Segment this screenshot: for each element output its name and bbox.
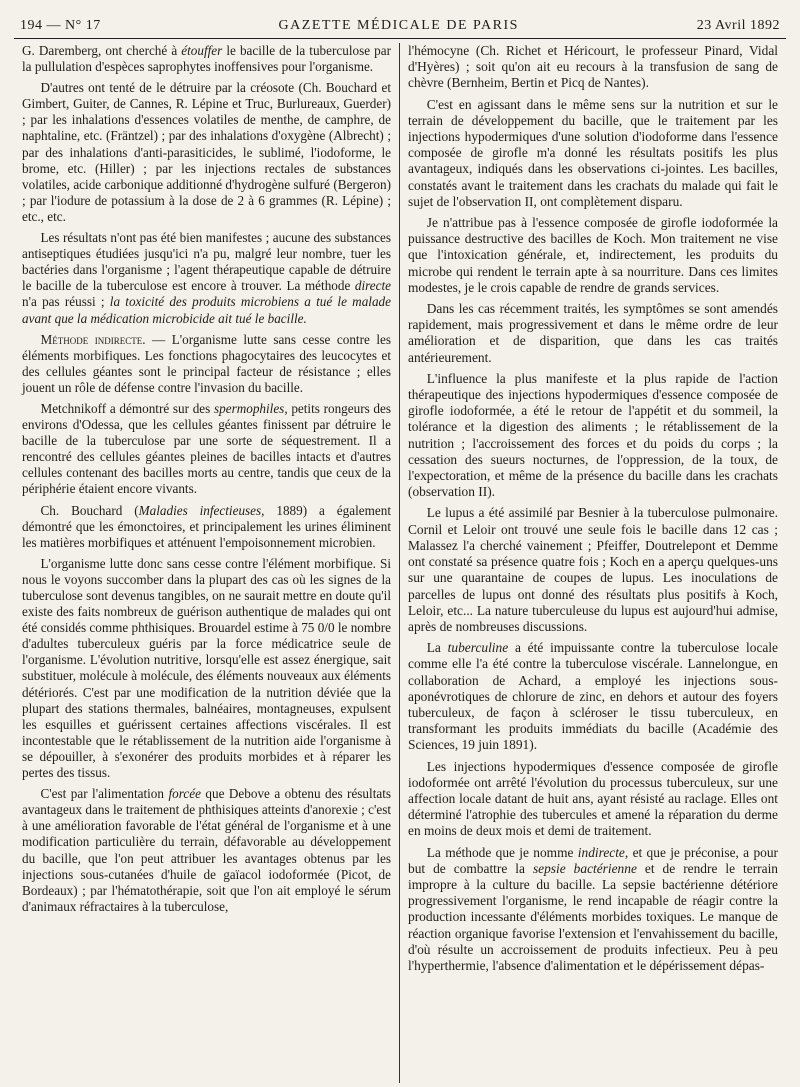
paragraph: [22, 556, 391, 781]
text-run: a été impuissante contre la tuberculose locale comme elle l'a été contre la tuberculose viscérale. Lannelongue, en collaboration de Achard, a employé les injections sous-aponévrotiques de chlorure de zinc, en dehors et autour des foyers tuberculeux, de façon à scléroser le tissu tuberculeux, en transformant les produits immédiats du bacille (Académie des Sciences, 19 juin 1891).: [408, 640, 778, 753]
text-run: Ch. Bouchard (: [40, 502, 139, 518]
paragraph: [408, 215, 778, 296]
italic-text: spermophiles: [213, 400, 285, 416]
paragraph: [408, 301, 778, 366]
text-columns: [14, 43, 786, 1083]
paragraph: [22, 80, 391, 225]
right-column: [400, 43, 786, 1083]
text-run: L'influence la plus manifeste et la plus rapide de l'action thérapeutique des injections hypodermiques d'essence composée de girofle iodoformée, a été le retour de l'appétit et du sommeil, la tolérance et la digestion des aliments ; le rétablissement de la nutrition ; l'accroissement des forces et du poids du corps ; la cessation des sueurs nocturnes, de l'oppression, de la toux, de l'expectoration, et même de la présence du bacille dans les crachats (observation II).: [408, 370, 778, 500]
paragraph: [22, 230, 391, 327]
text-run: Les injections hypodermiques d'essence composée de girofle iodoformée ont arrêté l'évolution du processus tuberculeux, sur une affection locale datant de huit ans, ayant résisté au raclage. Elles ont déterminé l'atrophie des tubercules et amené la réparation du derme en moins de deux mois et demi de traitement.: [408, 758, 778, 839]
text-run: Je n'attribue pas à l'essence composée de girofle iodoformée la puissance destructive des bacilles de Koch. Mon traitement ne vise que l'intoxication générale, et, indirectement, les produits du microbe qui rendent le terrain apte à sa nourriture. Dans ces limites modestes, je le crois capable de rendre de grands services.: [408, 215, 778, 295]
issue-date: 23 Avril 1892: [696, 18, 780, 33]
text-run: Les résultats n'ont pas été bien manifestes ; aucune des substances antiseptiques étudiées jusqu'ici n'a pu, malgré leur nombre, tuer les bactéries dans l'organisme ; l'agent thérapeutique capable de détruire le bacille de la tuberculose est encore à trouver. La méthode: [22, 230, 391, 294]
text-run: , petits rongeurs des environs d'Odessa, que les cellules géantes finissent par détruire le bacille de la tuberculose par une sorte de séquestrement. Il a rencontré des cellules géantes pleines de bacilles intacts et d'autres cellules contenant des bacilles morts au centre, tandis que ceux de la périphérie étaient encore vivants.: [22, 400, 392, 497]
paragraph: [408, 43, 778, 92]
text-run: l'hémocyne (Ch. Richet et Héricourt, le professeur Pinard, Vidal d'Hyères) ; soit qu'on ait eu recours à la transfusion de sang de chèvre (Bernheim, Bertin et Picq de Nantes).: [408, 43, 778, 91]
paragraph: [408, 371, 778, 501]
italic-text: tuberculine: [447, 640, 509, 656]
text-run: Méthode indirecte.: [40, 331, 146, 347]
paragraph: [408, 97, 778, 210]
text-run: C'est en agissant dans le même sens sur la nutrition et sur le terrain de développement du bacille, que le traitement par les injections hypodermiques d'une solution d'iodoforme dans l'essence composée de girofle m'a donné les résultats positifs les plus avantageux, indiqués dans les observations ci-jointes. Les bacilles, constatés avant le traitement dans les crachats du malade qui fait le sujet de l'observation II, ont complètement disparu.: [408, 96, 778, 209]
paragraph: [22, 503, 391, 551]
text-run: D'autres ont tenté de le détruire par la créosote (Ch. Bouchard et Gimbert, Guiter, de Cannes, R. Lépine et Truc, Burlureaux, Guerder) ; par les inhalations d'essences volatiles de menthe, de camphre, de naphtaline, etc. (Fräntzel) ; par des inhalations d'oxygène (Albrecht) ; par des inhalations d'anti-parasiticides, le sublimé, l'iodoforme, le brome, etc. (Hiller) ; par les injections rectales de substances volatiles, acide carbonique additionné d'hydrogène sulfuré (Bergeron) ; par l'iodure de potassium à la dose de 2 à 6 grammes (R. Lépine) ; etc., etc.: [22, 80, 391, 224]
text-run: Metchnikoff a démontré sur des: [40, 400, 214, 416]
text-run: — L'organisme lutte sans cesse contre les éléments morbifiques. Les fonctions phagocytaires des leucocytes et des cellules géantes sont le principal facteur de résistance ; elles jouent un rôle de défense contre l'invasion du bacille.: [22, 331, 391, 395]
text-run: La méthode que je nomme: [426, 844, 578, 860]
paragraph: [408, 845, 778, 975]
italic-text: directe: [354, 278, 391, 294]
text-run: Dans les cas récemment traités, les symptômes se sont amendés rapidement, mais progressivement et dans le même ordre de leur amélioration et de disparition, que dans les cas traités antérieurement.: [408, 301, 778, 365]
text-run: , et que je préconise, a pour but de combattre la: [408, 844, 778, 876]
paragraph: [408, 640, 778, 753]
italic-text: Maladies infectieuses: [138, 502, 262, 518]
italic-text: la toxicité des produits microbiens a tué le malade avant que la médication microbicide ait tué le bacille.: [22, 294, 391, 326]
paragraph: [408, 505, 778, 635]
paragraph: [22, 401, 391, 498]
italic-text: sepsie bactérienne: [532, 860, 637, 876]
page-number: 194 — N° 17: [20, 18, 101, 33]
text-run: que Debove a obtenu des résultats avantageux dans le traitement de phthisiques atteints d'anorexie ; c'est à une amélioration favorable de l'état général de l'organisme et à une modification particulière du terrain, défavorable au développement du bacille, que l'on peut attribuer les avantages obtenus par les injections sous-cutanées d'huile de gaïacol iodoformée (Picot, de Bordeaux) ; par l'hématothérapie, soit que l'on ait employé le sérum d'animaux réfractaires à la tuberculose,: [22, 786, 392, 914]
italic-text: indirecte: [577, 844, 625, 860]
italic-text: forcée: [168, 786, 201, 802]
text-run: , 1889) a également démontré que les émonctoires, et principalement les urines éliminent les matières morbifiques et atténuent l'empoisonnement microbien.: [22, 502, 391, 550]
paragraph: [22, 43, 391, 75]
paragraph: [22, 332, 391, 396]
text-run: L'organisme lutte donc sans cesse contre l'élément morbifique. Si nous le voyons succomber dans la plupart des cas où les signes de la tuberculose sont devenus tangibles, on ne saurait mettre en doute qu'il existe des faits nombreux de guérison authentique de malades qui ont été considés comme phthisiques. Brouardel estime à 75 0/0 le nombre d'adultes tuberculeux guéris par la force médicatrice seule de l'organisme. L'évolution nutritive, lorsqu'elle est assez énergique, sait substituer, molécule à molécule, des éléments nouveaux aux éléments détériorés. C'est par une modification de la nutrition déviée que la plupart des stations thermales, balnéaires, montagneuses, expulsent les esquilles et guérissent certaines affections viscérales. Il est incontestable que le rétablissement de la nutrition aide l'organisme à se dépouiller, à s'exonérer des produits morbides et à réparer les pertes des tissus.: [22, 555, 391, 781]
text-run: C'est par l'alimentation: [40, 786, 169, 802]
text-run: et de rendre le terrain impropre à la culture du bacille. La sepsie bactérienne détériore progressivement l'organisme, le rend incapable de réagir contre la production incessante d'éléments morbides toxiques. Le manque de réaction organique favorise l'extension et l'envahissement du bacille, d'où résulte un accroissement de produits infectieux. Peu à peu l'hyperthermie, l'absence d'alimentation et le dépérissement dépas-: [408, 860, 778, 973]
text-run: le bacille de la tuberculose par la pullulation d'espèces saprophytes inoffensives pour l'organisme.: [22, 43, 391, 75]
journal-title: GAZETTE MÉDICALE DE PARIS: [278, 18, 519, 33]
text-run: Le lupus a été assimilé par Besnier à la tuberculose pulmonaire. Cornil et Leloir ont trouvé une seule fois le bacille dans 12 cas ; Malassez l'a cherché vainement ; Pfeiffer, Doutrelepont et Demme ont constaté sa présence quatre fois ; Koch en a aperçu quelques-uns sur une quarantaine de coupes de lupus. Les inoculations de parcelles de lupus ont donné des résultats plus positifs à Koch, Leloir, etc... La nature tuberculeuse du lupus est aujourd'hui admise, après de nombreuses discussions.: [408, 505, 778, 634]
paragraph: [22, 786, 391, 915]
paragraph: [408, 759, 778, 840]
page-header: [14, 18, 786, 39]
text-run: La: [426, 640, 448, 656]
italic-text: étouffer: [181, 43, 223, 58]
text-run: G. Daremberg, ont cherché à: [22, 43, 182, 58]
text-run: n'a pas réussi ;: [22, 294, 110, 310]
left-column: [14, 43, 400, 1083]
